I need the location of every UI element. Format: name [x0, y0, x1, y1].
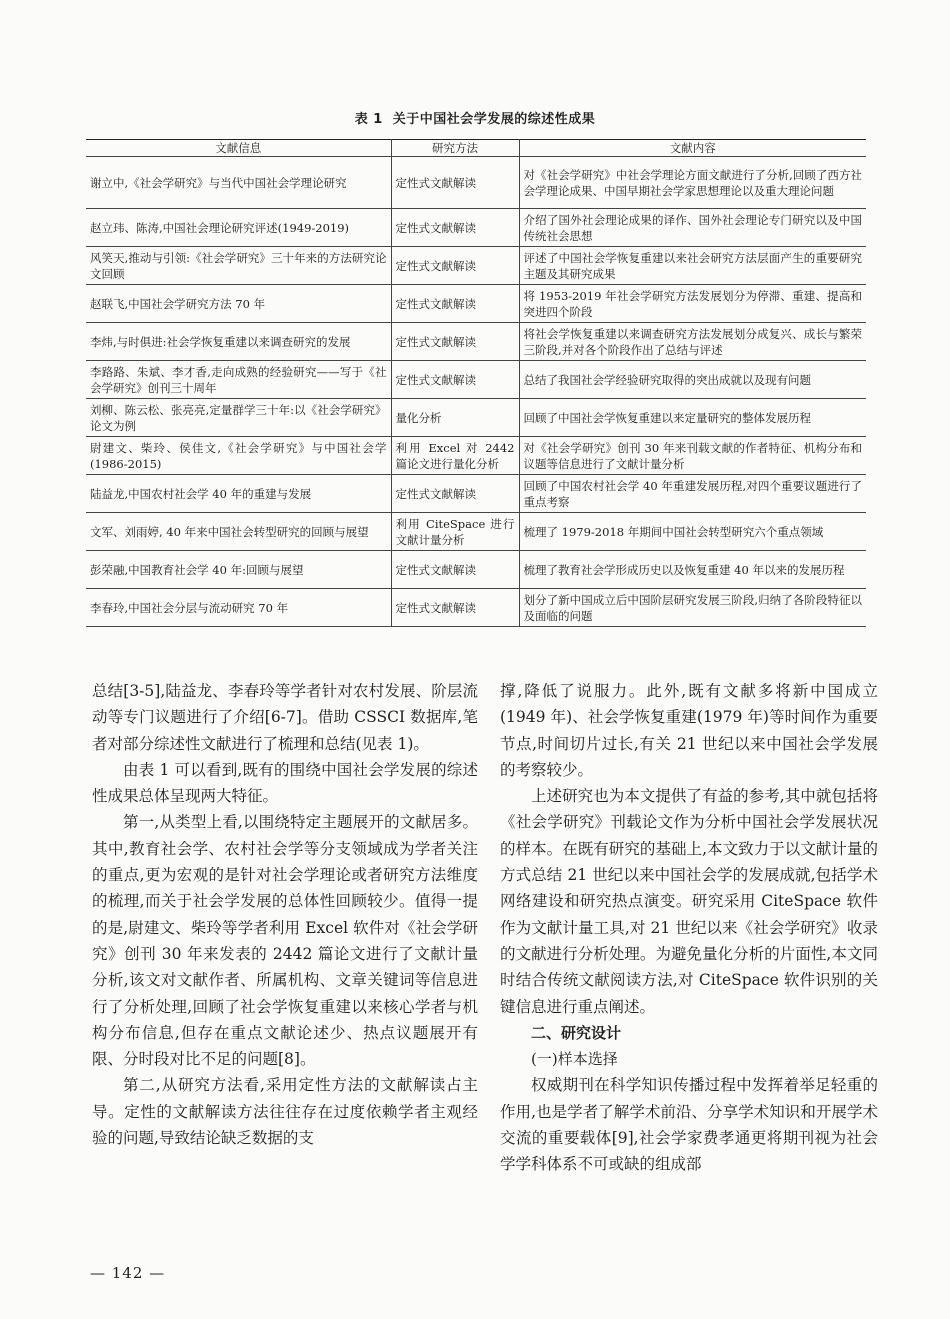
cell-doc-info: 尉建文、柴玲、侯佳文,《社会学研究》与中国社会学(1986-2015): [86, 437, 391, 475]
cell-doc-info: 彭荣融,中国教育社会学 40 年:回顾与展望: [86, 551, 391, 589]
table-row: [86, 157, 866, 209]
cell-doc-info: 谢立中,《社会学研究》与当代中国社会学理论研究: [86, 157, 391, 209]
cell-content: 划分了新中国成立后中国阶层研究发展三阶段,归纳了各阶段特征以及面临的问题: [519, 589, 866, 627]
cell-content: 对《社会学研究》创刊 30 年来刊载文献的作者特征、机构分布和议题等信息进行了文献计量分析: [519, 437, 866, 475]
cell-content: 对《社会学研究》中社会学理论方面文献进行了分析,回顾了西方社会学理论成果、中国早期社会学家思想理论以及重大理论问题: [519, 157, 866, 209]
table-row: [86, 551, 866, 589]
cell-method: 定性式文献解读: [391, 475, 519, 513]
cell-doc-info: 文军、刘雨婷, 40 年来中国社会转型研究的回顾与展望: [86, 513, 391, 551]
cell-method: 定性式文献解读: [391, 157, 519, 209]
header-method: 研究方法: [391, 140, 519, 157]
cell-content: 梳理了教育社会学形成历史以及恢复重建 40 年以来的发展历程: [519, 551, 866, 589]
cell-method: 量化分析: [391, 399, 519, 437]
table-label: 表 1: [354, 112, 383, 127]
paragraph: 第二,从研究方法看,采用定性方法的文献解读占主导。定性的文献解读方法往往存在过度依赖学者主观经验的问题,导致结论缺乏数据的支: [92, 1076, 478, 1148]
cell-content: 梳理了 1979-2018 年期间中国社会转型研究六个重点领域: [519, 513, 866, 551]
cell-doc-info: 李路路、朱斌、李才香,走向成熟的经验研究——写于《社会学研究》创刊三十周年: [86, 361, 391, 399]
cell-method: 定性式文献解读: [391, 247, 519, 285]
paragraph: 总结[3-5],陆益龙、李春玲等学者针对农村发展、阶层流动等专门议题进行了介绍[6-7]。借助 CSSCI 数据库,笔者对部分综述性文献进行了梳理和总结(见表 1)。: [92, 682, 478, 753]
cell-content: 将社会学恢复重建以来调查研究方法发展划分成复兴、成长与繁荣三阶段,并对各个阶段作出了总结与评述: [519, 323, 866, 361]
paragraph: 上述研究也为本文提供了有益的参考,其中就包括将《社会学研究》刊载论文作为分析中国社会学发展状况的样本。在既有研究的基础上,本文致力于以文献计量的方式总结 21 世纪以来中国社会学的发展成就,包括学术网络建设和研究热点演变。研究采用 CiteSpace 软件作为文献计量工具,对 21 世纪以来《社会学研究》收录的文献进行分析处理。为避免量化分析的片面性,本文同时结合传统文献阅读方法,对 CiteSpace 软件识别的关键信息进行重点阐述。: [500, 787, 878, 1016]
cell-content: 回顾了中国社会学恢复重建以来定量研究的整体发展历程: [519, 399, 866, 437]
table-row: [86, 361, 866, 399]
cell-doc-info: 李炜,与时俱进:社会学恢复重建以来调查研究的发展: [86, 323, 391, 361]
table-title: 关于中国社会学发展的综述性成果: [392, 112, 596, 127]
table-caption: [0, 108, 950, 127]
literature-table: [86, 139, 866, 627]
table-row: [86, 247, 866, 285]
cell-doc-info: 赵立玮、陈涛,中国社会理论研究评述(1949-2019): [86, 209, 391, 247]
right-column: [500, 678, 878, 1178]
table-row: [86, 513, 866, 551]
paragraph: 第一,从类型上看,以围绕特定主题展开的文献居多。其中,教育社会学、农村社会学等分支领域成为学者关注的重点,更为宏观的是针对社会学理论或者研究方法维度的梳理,而关于社会学发展的总体性回顾较少。值得一提的是,尉建文、柴玲等学者利用 Excel 软件对《社会学研究》创刊 30 年来发表的 2442 篇论文进行了文献计量分析,该文对文献作者、所属机构、文章关键词等信息进行了分析处理,回顾了社会学恢复重建以来核心学者与机构分布信息,但存在重点文献论述少、热点议题展开有限、分时段对比不足的问题[8]。: [92, 813, 478, 1069]
cell-method: 利用 Excel 对 2442 篇论文进行量化分析: [391, 437, 519, 475]
cell-content: 评述了中国社会学恢复重建以来社会研究方法层面产生的重要研究主题及其研究成果: [519, 247, 866, 285]
cell-content: 回顾了中国农村社会学 40 年重建发展历程,对四个重要议题进行了重点考察: [519, 475, 866, 513]
subsection-heading: (一)样本选择: [531, 1050, 618, 1069]
header-doc-info: 文献信息: [86, 140, 391, 157]
cell-content: 总结了我国社会学经验研究取得的突出成就以及现有问题: [519, 361, 866, 399]
cell-method: 定性式文献解读: [391, 589, 519, 627]
section-heading: 二、研究设计: [531, 1023, 622, 1042]
paragraph: 由表 1 可以看到,既有的围绕中国社会学发展的综述性成果总体呈现两大特征。: [92, 760, 478, 806]
cell-doc-info: 风笑天,推动与引领:《社会学研究》三十年来的方法研究论文回顾: [86, 247, 391, 285]
cell-method: 利用 CiteSpace 进行文献计量分析: [391, 513, 519, 551]
cell-method: 定性式文献解读: [391, 323, 519, 361]
header-content: 文献内容: [519, 140, 866, 157]
table-row: [86, 285, 866, 323]
cell-doc-info: 赵联飞,中国社会学研究方法 70 年: [86, 285, 391, 323]
left-column: [92, 678, 478, 1151]
table-row: [86, 209, 866, 247]
page-number: — 142 —: [90, 1264, 166, 1282]
cell-doc-info: 陆益龙,中国农村社会学 40 年的重建与发展: [86, 475, 391, 513]
table-header-row: [86, 140, 866, 157]
table-row: [86, 589, 866, 627]
table-row: [86, 475, 866, 513]
cell-method: 定性式文献解读: [391, 361, 519, 399]
cell-method: 定性式文献解读: [391, 551, 519, 589]
cell-content: 介绍了国外社会理论成果的译作、国外社会理论专门研究以及中国传统社会思想: [519, 209, 866, 247]
cell-method: 定性式文献解读: [391, 285, 519, 323]
table-row: [86, 437, 866, 475]
table-row: [86, 399, 866, 437]
paragraph: 撑,降低了说服力。此外,既有文献多将新中国成立(1949 年)、社会学恢复重建(1979 年)等时间作为重要节点,时间切片过长,有关 21 世纪以来中国社会学发展的考察较少。: [500, 682, 878, 779]
cell-method: 定性式文献解读: [391, 209, 519, 247]
cell-content: 将 1953-2019 年社会学研究方法发展划分为停滞、重建、提高和突进四个阶段: [519, 285, 866, 323]
cell-doc-info: 刘柳、陈云松、张亮亮,定量群学三十年:以《社会学研究》论文为例: [86, 399, 391, 437]
paragraph: 权威期刊在科学知识传播过程中发挥着举足轻重的作用,也是学者了解学术前沿、分享学术知识和开展学术交流的重要载体[9],社会学家费孝通更将期刊视为社会学学科体系不可或缺的组成部: [500, 1076, 878, 1174]
cell-doc-info: 李春玲,中国社会分层与流动研究 70 年: [86, 589, 391, 627]
table-row: [86, 323, 866, 361]
